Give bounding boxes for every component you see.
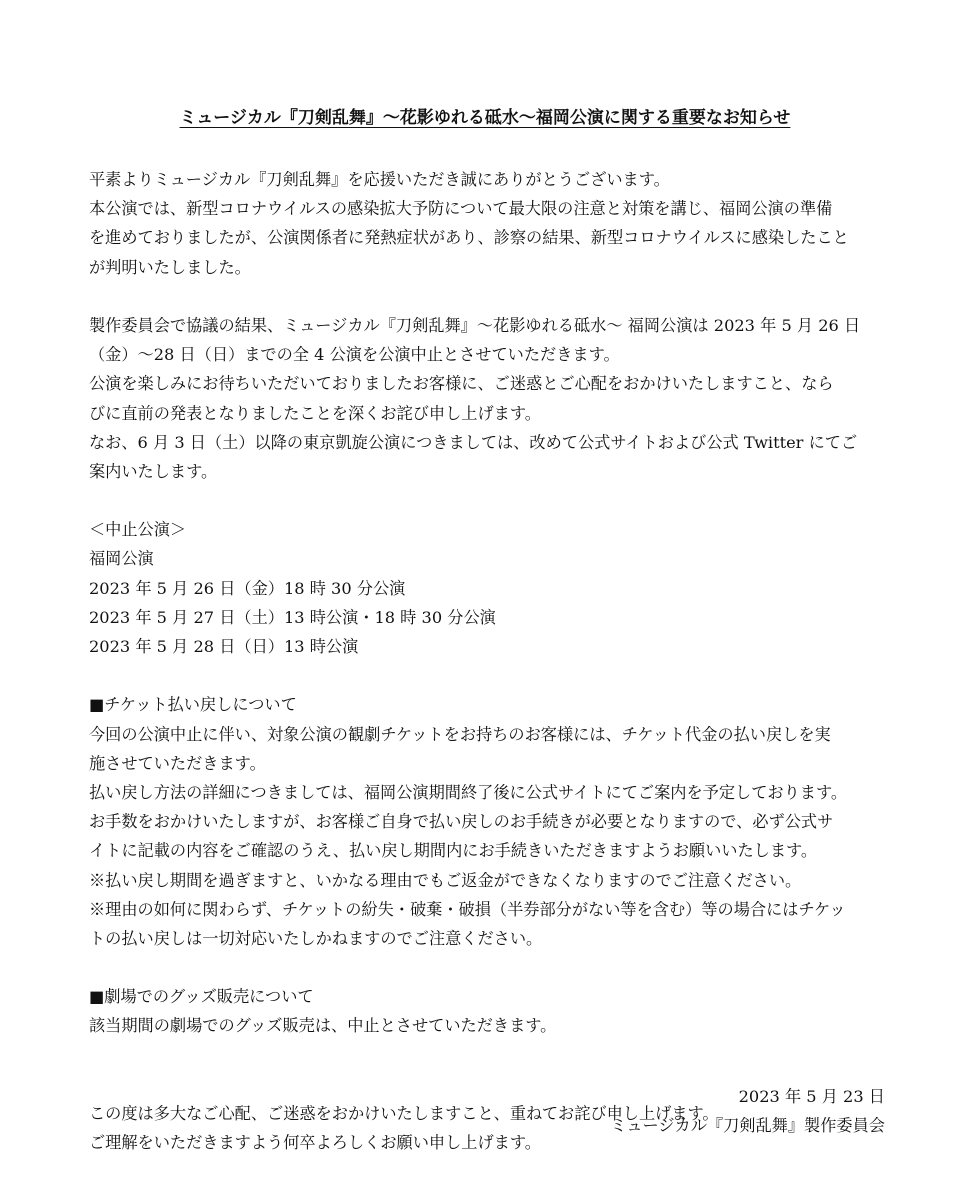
refund-line: イトに記載の内容をご確認のうえ、払い戻し期間内にお手続きいただきますようお願いいたします。	[89, 841, 818, 861]
refund-heading: ■チケット払い戻しについて	[89, 695, 297, 715]
goods-heading: ■劇場でのグッズ販売について	[89, 987, 314, 1007]
cancelled-date: 2023 年 5 月 26 日（金）18 時 30 分公演	[89, 578, 406, 598]
decision-paragraph	[89, 311, 889, 486]
refund-line: トの払い戻しは一切対応いたしかねますのでご注意ください。	[89, 928, 543, 948]
cancelled-venue: 福岡公演	[89, 549, 154, 569]
refund-line: ※理由の如何に関わらず、チケットの紛失・破棄・破損（半券部分がない等を含む）等の場合にはチケッ	[89, 899, 846, 919]
goods-line: 該当期間の劇場でのグッズ販売は、中止とさせていただきます。	[89, 1016, 557, 1036]
refund-line: 施させていただきます。	[89, 753, 266, 773]
apology-line: ご理解をいただきますよう何卒よろしくお願い申し上げます。	[89, 1133, 541, 1153]
spacer	[89, 282, 889, 311]
decision-line: 公演を楽しみにお待ちいただいておりましたお客様に、ご迷惑とご心配をおかけいたしますこと、なら	[89, 374, 834, 394]
intro-line: 本公演では、新型コロナウイルスの感染拡大予防について最大限の注意と対策を講じ、福岡公演の準備	[89, 199, 833, 219]
goods-section	[89, 982, 889, 1040]
signature-block	[610, 1082, 885, 1140]
spacer	[89, 486, 889, 515]
spacer	[89, 1041, 889, 1070]
spacer	[89, 661, 889, 690]
cancelled-date: 2023 年 5 月 28 日（日）13 時公演	[89, 637, 359, 656]
notice-title-text: ミュージカル『刀剣乱舞』～花影ゆれる砥水～福岡公演に関する重要なお知らせ	[179, 108, 791, 128]
decision-line: （金）～28 日（日）までの全 4 公演を公演中止とさせていただきます。	[89, 345, 620, 365]
intro-line: を進めておりましたが、公演関係者に発熱症状があり、診察の結果、新型コロナウイルスに感染したこと	[89, 228, 849, 248]
refund-line: お手数をおかけいたしますが、お客様ご自身で払い戻しのお手続きが必要となりますので、必ず公式サ	[89, 812, 834, 832]
notice-date: 2023 年 5 月 23 日	[738, 1087, 885, 1106]
decision-line: 製作委員会で協議の結果、ミュージカル『刀剣乱舞』～花影ゆれる砥水～ 福岡公演は 2023 年 5 月 26 日	[89, 315, 861, 335]
notice-issuer: ミュージカル『刀剣乱舞』製作委員会	[610, 1116, 885, 1136]
notice-title	[0, 106, 970, 130]
cancelled-heading: ＜中止公演＞	[89, 520, 187, 540]
decision-line: なお、6 月 3 日（土）以降の東京凱旋公演につきましては、改めて公式サイトおよび公式 Twitter にてご	[89, 432, 858, 452]
cancelled-date: 2023 年 5 月 27 日（土）13 時公演・18 時 30 分公演	[89, 607, 496, 627]
refund-line: ※払い戻し期間を過ぎますと、いかなる理由でもご返金ができなくなりますのでご注意ください。	[89, 870, 802, 890]
spacer	[89, 953, 889, 982]
intro-line: が判明いたしました。	[89, 257, 251, 277]
refund-line: 今回の公演中止に伴い、対象公演の観劇チケットをお持ちのお客様には、チケット代金の払い戻しを実	[89, 724, 831, 744]
intro-line: 平素よりミュージカル『刀剣乱舞』を応援いただき誠にありがとうございます。	[89, 170, 670, 189]
notice-body	[89, 165, 889, 1157]
apology-line: この度は多大なご心配、ご迷惑をおかけいたしますこと、重ねてお詫び申し上げます。	[89, 1104, 719, 1123]
refund-section	[89, 690, 889, 953]
cancelled-performances	[89, 515, 889, 661]
refund-line: 払い戻し方法の詳細につきましては、福岡公演期間終了後に公式サイトにてご案内を予定しております。	[89, 782, 848, 802]
intro-paragraph	[89, 165, 889, 282]
decision-line: びに直前の発表となりましたことを深くお詫び申し上げます。	[89, 403, 541, 423]
decision-line: 案内いたします。	[89, 461, 218, 481]
